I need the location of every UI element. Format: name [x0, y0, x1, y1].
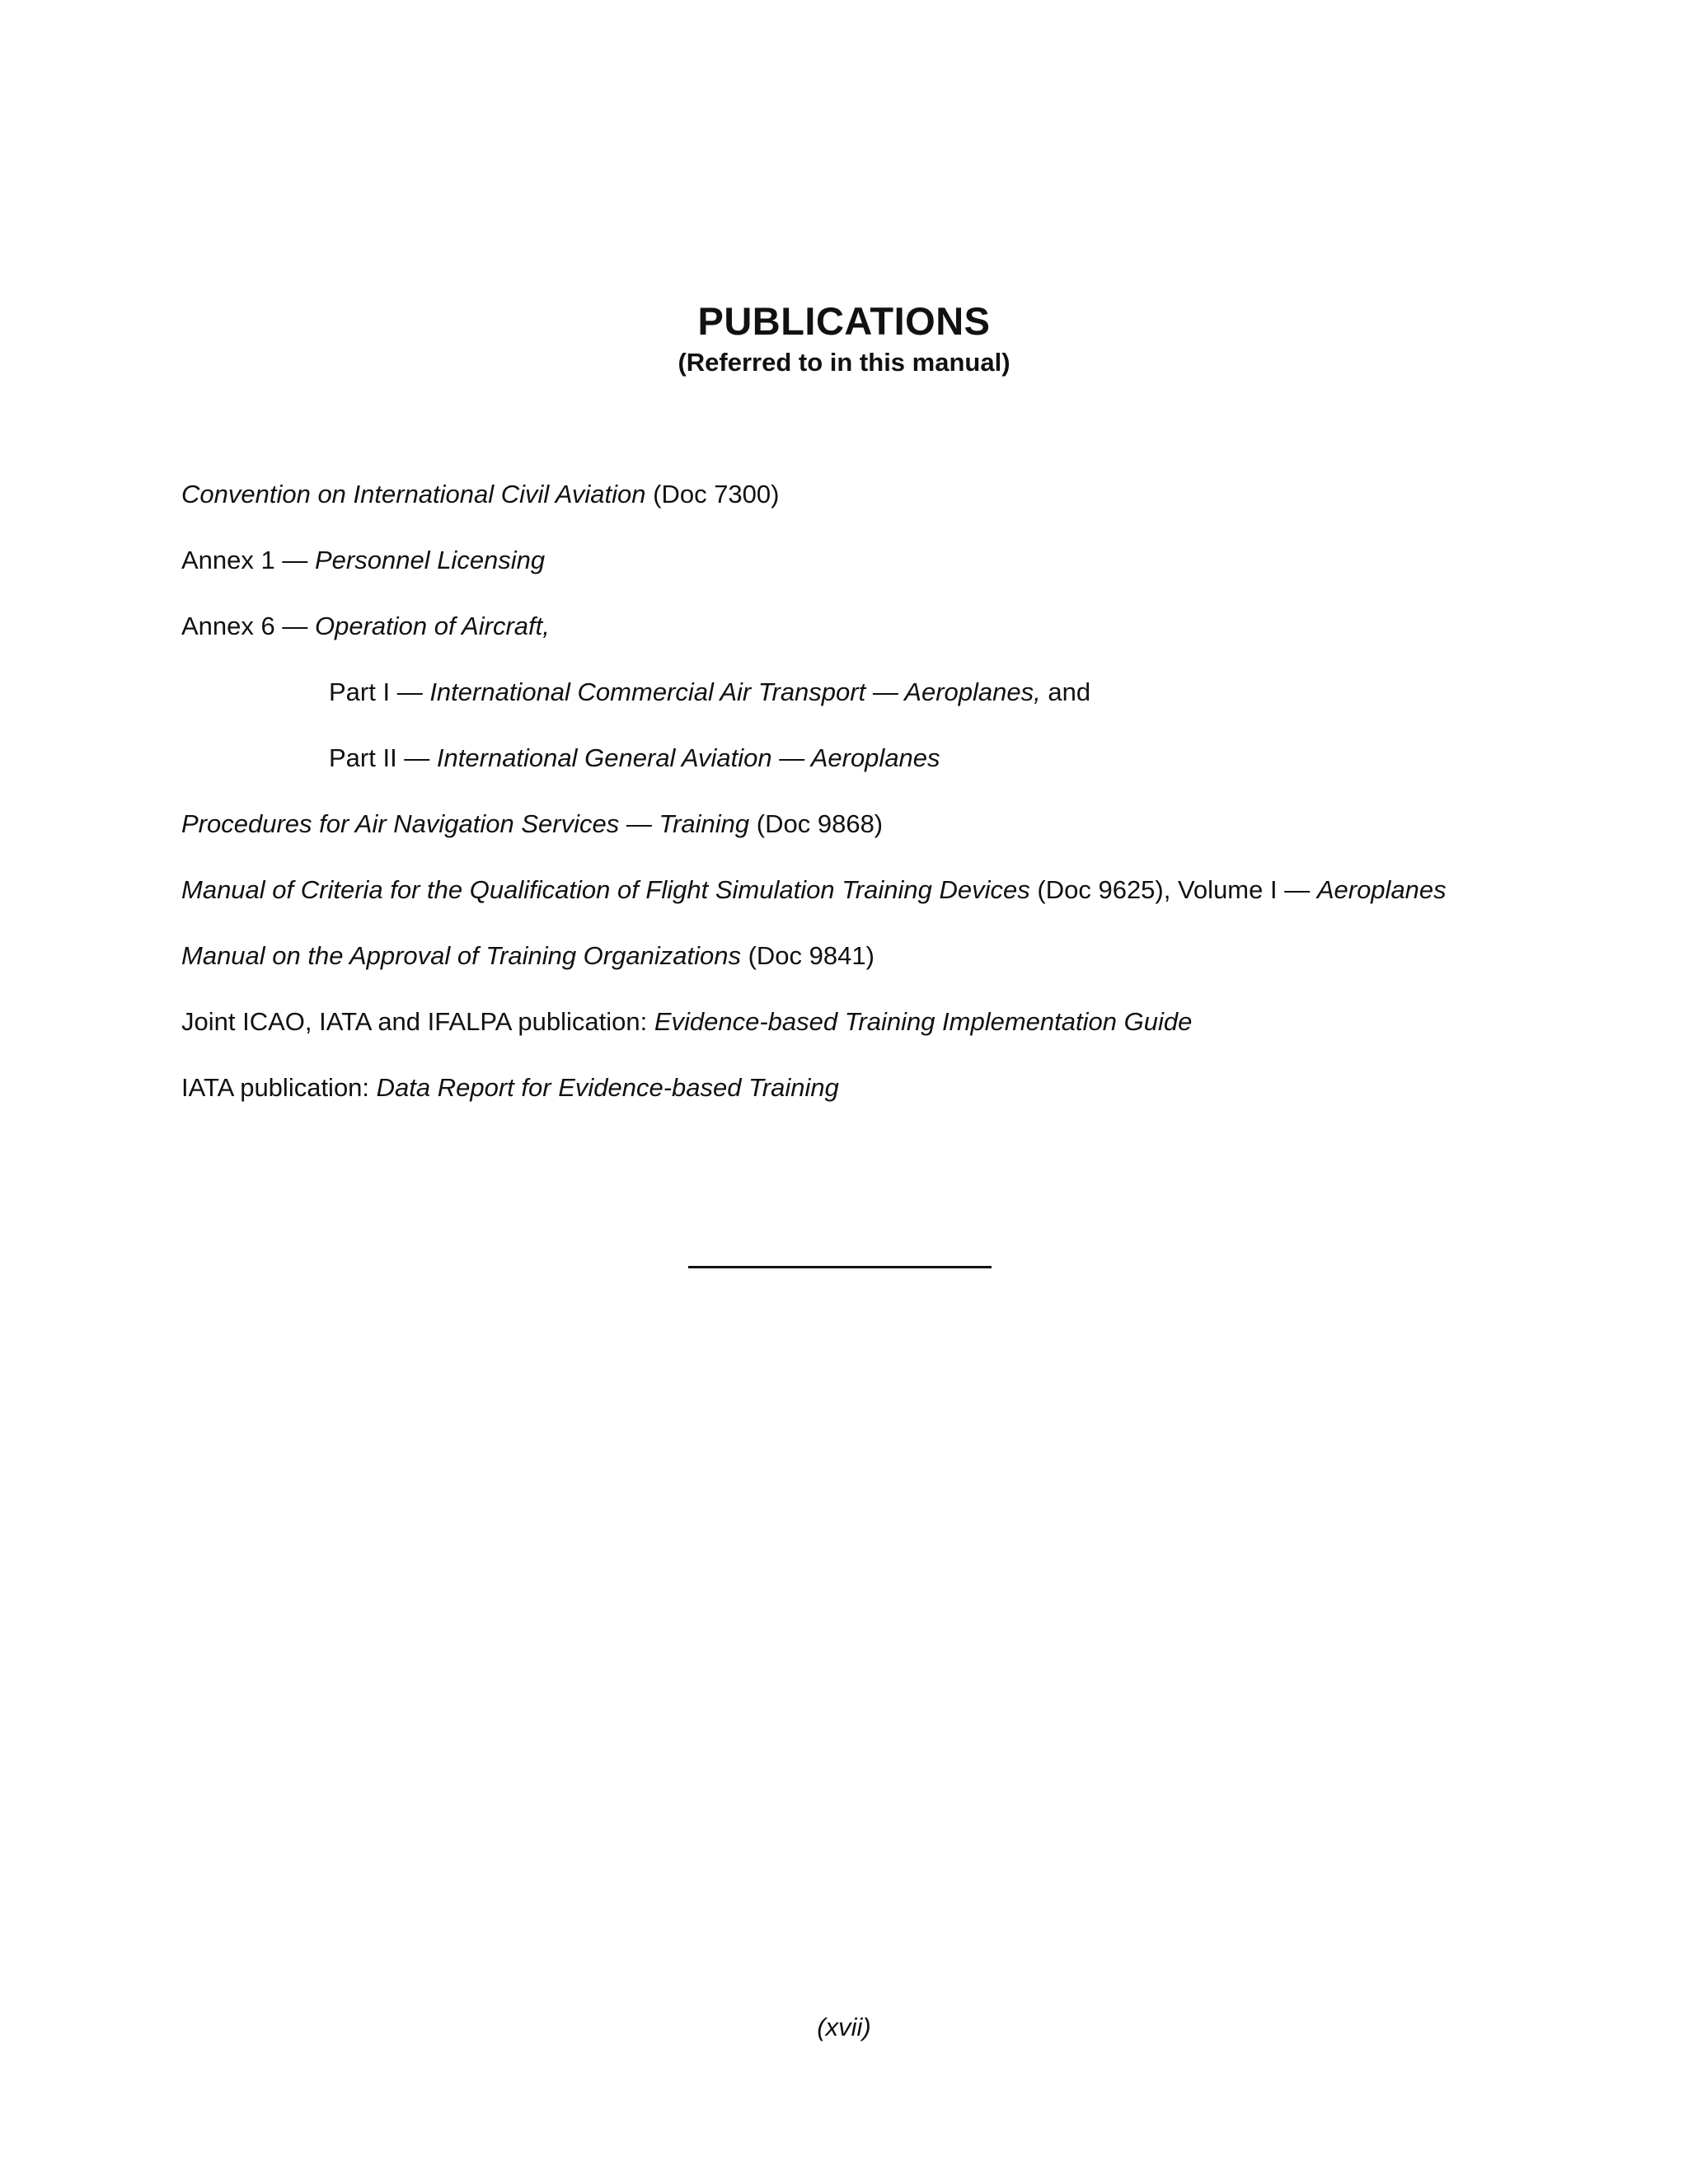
- entry-italic-text: Data Report for Evidence-based Training: [376, 1073, 839, 1102]
- entry-italic-text: Procedures for Air Navigation Services — Training: [181, 809, 750, 838]
- entry-text: (Doc 9868): [749, 809, 884, 838]
- entry-text: and: [1040, 677, 1091, 706]
- entry-italic-text: Aeroplanes: [1316, 875, 1447, 904]
- entry-text: IATA publication:: [181, 1073, 377, 1102]
- entry-text: (Doc 9625), Volume I —: [1029, 875, 1317, 904]
- entry-text: Part I —: [329, 677, 430, 706]
- publication-entry-annex-6-part-2: [329, 742, 940, 775]
- page-number: (xvii): [817, 2013, 871, 2041]
- entry-italic-text: Personnel Licensing: [314, 546, 546, 574]
- entry-italic-text: Evidence-based Training Implementation Guide: [654, 1007, 1193, 1036]
- entry-italic-text: Manual of Criteria for the Qualification of Flight Simulation Training Devices: [181, 875, 1030, 904]
- entry-italic-text: International General Aviation — Aeroplanes: [436, 743, 940, 772]
- entry-text: Part II —: [329, 743, 437, 772]
- entry-italic-text: International Commercial Air Transport — Aeroplanes,: [429, 677, 1041, 706]
- publication-entry-doc-9841: [181, 940, 874, 972]
- entry-text: (Doc 7300): [645, 480, 780, 509]
- publication-entry-doc-9868: [181, 808, 883, 841]
- entry-text: Annex 1 —: [181, 546, 315, 574]
- entry-italic-text: Convention on International Civil Aviation: [181, 480, 646, 509]
- entry-text: Joint ICAO, IATA and IFALPA publication:: [181, 1007, 654, 1036]
- entry-italic-text: Manual on the Approval of Training Organizations: [181, 941, 741, 970]
- publication-entry-annex-6-part-1: [329, 676, 1090, 709]
- publication-entry-annex-1: [181, 544, 545, 577]
- publication-entry-annex-6: [181, 610, 550, 643]
- publication-entry-convention: [181, 478, 779, 511]
- entry-text: Annex 6 —: [181, 612, 315, 640]
- page-subtitle: (Referred to in this manual): [678, 348, 1010, 377]
- section-divider: [688, 1266, 992, 1268]
- publication-entry-ebt-guide: [181, 1005, 1192, 1038]
- page-title: PUBLICATIONS: [697, 299, 991, 343]
- entry-italic-text: Operation of Aircraft,: [314, 612, 550, 640]
- publication-entry-doc-9625: [181, 874, 1447, 907]
- publication-entry-ebt-data-report: [181, 1071, 839, 1104]
- entry-text: (Doc 9841): [740, 941, 874, 970]
